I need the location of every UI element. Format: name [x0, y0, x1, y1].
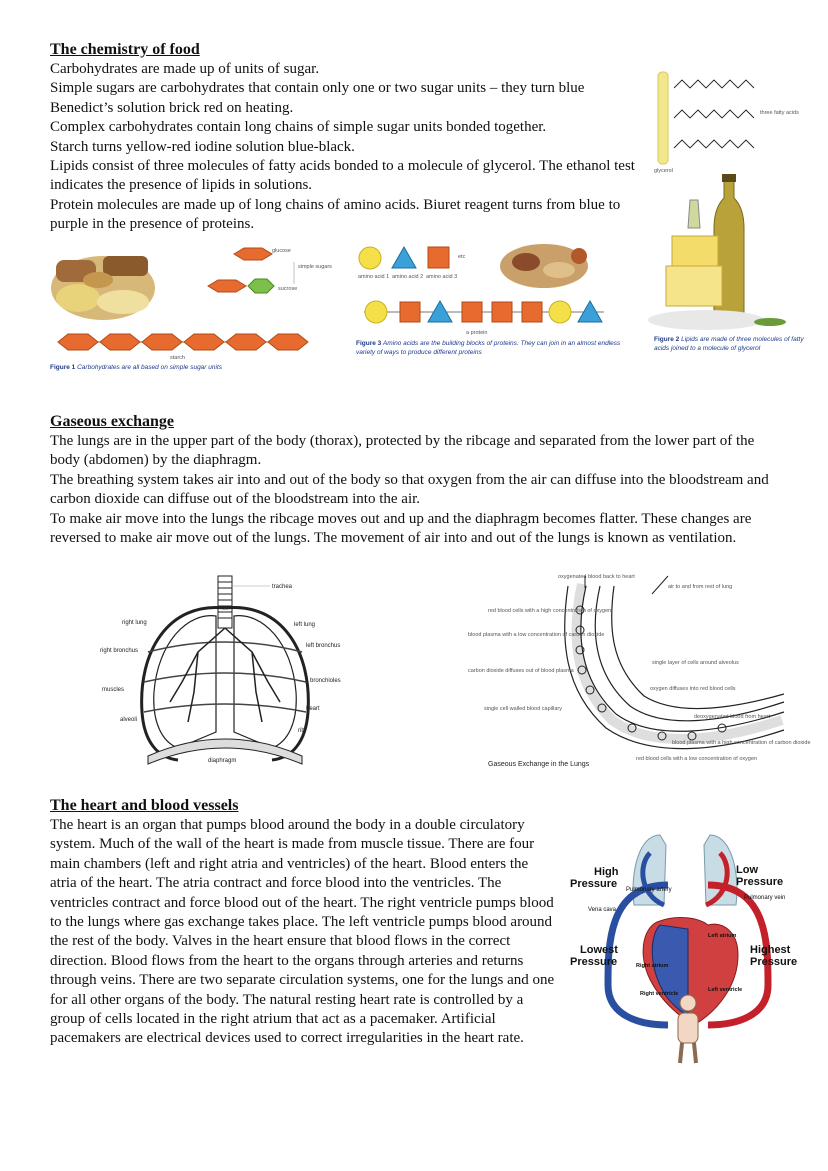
alveoli-label: alveoli [120, 717, 138, 723]
right-lung-label: right lung [122, 620, 147, 626]
alveolus-caption: Gaseous Exchange in the Lungs [488, 761, 590, 768]
gas-line: The breathing system takes air into and out of the body so that oxygen from the air can diffuse into the bloodstream and carbon dioxide can diffuse out of the bloodstream into the air. [50, 471, 769, 508]
heart-paragraph: The heart is an organ that pumps blood around the body in a double circulatory system. Much of the wall of the heart is made from muscle tissue. There are four main chambers (left and right atria and ventricles) of the heart. Blood enters the atria of the heart. The atria contract and force blood into the ventricles. The ventricles contract and force blood out of the heart. The right ventricle pumps blood to the lungs where gas exchange takes place. The left ventricle pumps blood around the rest of the body. Valves in the heart ensure that blood flows in the correct direction. Blood flows from the heart to the organs through arteries and returns through veins. There are two separate circulation systems, one for the lungs and one for all other organs of the body. The natural resting heart rate is controlled by a group of cells located in the right atrium that act as a pacemaker. Artificial pacemakers are electrical devices used to correct irregularities in the heart rate. [50, 817, 555, 1047]
low-label: Low [736, 864, 758, 876]
heart-text [50, 816, 555, 1049]
figure-3-text: Amino acids are the building blocks of proteins. They can join in an almost endless variety of ways to produce different proteins [356, 340, 621, 356]
left-atrium-label: Left atrium [708, 933, 737, 939]
right-bronchus-label: right bronchus [100, 648, 139, 654]
figure-3-number: Figure 3 [356, 340, 382, 347]
bronchioles-label: bronchioles [310, 678, 341, 684]
single-layer-label: single layer of cells around alveolus [652, 660, 739, 666]
protein-chain [364, 301, 604, 323]
protein-foods-image [500, 244, 588, 288]
food-text [50, 60, 640, 235]
heart-label: heart [306, 706, 320, 712]
deoxygenated-label: deoxygenated blood from heart [694, 714, 771, 720]
capillary-label: single cell walled blood capillary [484, 706, 562, 712]
muscles-label: muscles [102, 687, 125, 693]
food-line: Lipids consist of three molecules of fatty acids bonded to a molecule of glycerol. The ethanol test indicates the presence of lipids in solutions. [50, 158, 635, 194]
left-bronchus-label: left bronchus [306, 643, 341, 649]
simple-sugars-label: simple sugars [298, 264, 332, 270]
low-pressure-label: Pressure [736, 876, 784, 888]
figure-2-number: Figure 2 [654, 336, 680, 343]
plasma-low-label: blood plasma with a low concentration of carbon dioxide [468, 632, 605, 638]
gas-line: The lungs are in the upper part of the body (thorax), protected by the ribcage and separated from the lower part of the body (abdomen) by the diaphragm. [50, 433, 755, 469]
pulmonary-vein-label: Pulmonary vein [744, 895, 786, 901]
etc-label: etc [458, 254, 466, 260]
oxygenated-blood-label: oxygenated blood back to heart [558, 574, 635, 580]
air-label: air to and from rest of lung [668, 584, 733, 590]
gas-text [50, 432, 770, 548]
starch-chain [58, 334, 308, 350]
glucose-label: glucose [272, 248, 291, 254]
alveolus-diagram [462, 570, 811, 775]
lowest-label: Lowest [580, 944, 618, 956]
figure-3-caption [356, 340, 631, 357]
gas-line: To make air move into the lungs the ribcage moves out and up and the diaphragm becomes flatter. These changes are reversed to make air move out of the lungs. The movement of air into and out of the lungs is known as ventilation. [50, 510, 752, 547]
figure-1-text: Carbohydrates are all based on simple sugar units [77, 364, 222, 371]
figure-lipids [650, 68, 820, 368]
food-line: Carbohydrates are made up of units of sugar. [50, 61, 320, 77]
food-line: Complex carbohydrates contain long chains of simple sugar units bonded together. [50, 119, 547, 136]
figure-2-caption [654, 336, 819, 353]
lipids-illustration [650, 68, 820, 340]
diaphragm-label: diaphragm [208, 758, 237, 764]
figure-1-number: Figure 1 [50, 364, 76, 371]
o2-diffuses-label: oxygen diffuses into red blood cells [650, 686, 736, 692]
right-atrium-label: Right atrium [636, 963, 669, 969]
fatty-acids-label: three fatty acids [760, 110, 799, 116]
lipid-foods-image [648, 174, 786, 330]
food-line: Starch turns yellow-red iodine solution blue-black. [50, 138, 355, 155]
highest-label: Highest [750, 944, 791, 956]
plasma-high-label: blood plasma with a high concentration of carbon dioxide [672, 740, 811, 746]
starch-label: starch [170, 355, 185, 361]
food-line: Simple sugars are carbohydrates that contain only one or two sugar units – they turn blue Benedict’s solution brick red on heating. [50, 80, 585, 116]
high-pressure-label: Pressure [570, 878, 618, 890]
carbohydrate-foods-image [51, 256, 155, 320]
amino-acid-2-label: amino acid 2 [392, 274, 424, 280]
heart-section-title: The heart and blood vessels [50, 797, 239, 814]
rib-label: rib [298, 728, 305, 734]
heart-circulation-diagram [568, 825, 813, 1065]
glycerol-label: glycerol [654, 168, 673, 174]
lowest-pressure-label: Pressure [570, 956, 618, 968]
left-lung-label: left lung [294, 622, 316, 628]
figure-1-caption [50, 364, 222, 371]
figure-amino-acids [354, 240, 636, 365]
vena-cava-label: Vena cava [588, 907, 617, 913]
lungs-diagram [98, 572, 358, 772]
left-ventricle-label: Left ventricle [708, 987, 743, 993]
figure-carbohydrates [48, 240, 338, 380]
highest-pressure-label: Pressure [750, 956, 798, 968]
amino-acid-1-label: amino acid 1 [358, 274, 390, 280]
protein-label: a protein [466, 330, 488, 336]
figure-2-text: Lipids are made of three molecules of fatty acids joined to a molecule of glycerol [654, 336, 804, 352]
trachea-label: trachea [272, 584, 293, 590]
food-line: Protein molecules are made up of long chains of amino acids. Biuret reagent turns from blue to purple in the presence of proteins. [50, 196, 621, 233]
amino-acids-illustration [354, 240, 636, 336]
sucrose-label: sucrose [278, 286, 298, 292]
right-ventricle-label: Right ventricle [640, 991, 679, 997]
food-section-title: The chemistry of food [50, 41, 200, 58]
rbc-high-label: red blood cells with a high concentration of oxygen [488, 608, 612, 614]
carbohydrates-illustration [48, 240, 338, 360]
high-label: High [594, 866, 619, 878]
pulmonary-artery-label: Pulmonary artery [626, 887, 672, 893]
amino-acid-3-label: amino acid 3 [426, 274, 458, 280]
gas-section-title: Gaseous exchange [50, 413, 174, 430]
rbc-low-label: red blood cells with a low concentration of oxygen [636, 756, 758, 762]
co2-diffuses-label: carbon dioxide diffuses out of blood plasma [468, 668, 574, 674]
